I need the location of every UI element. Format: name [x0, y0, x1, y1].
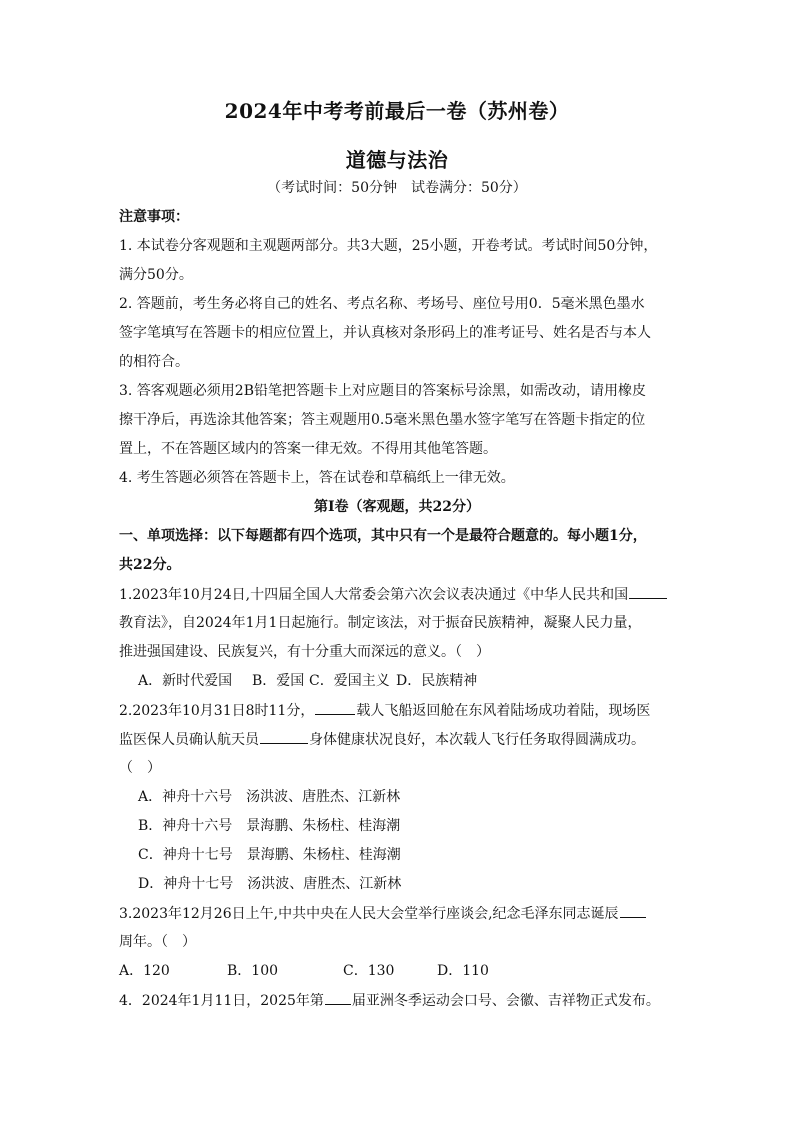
note-line: 4. 考生答题必须答在答题卡上，答在试卷和草稿纸上一律无效。 [119, 470, 515, 486]
option-d: D．神舟十七号 汤洪波、唐胜杰、江新林 [138, 876, 402, 892]
answer-blank [315, 700, 355, 715]
question-3-line [119, 903, 679, 924]
question-4-line [119, 990, 679, 1011]
option-b: B．100 [227, 963, 279, 979]
answer-blank [325, 990, 351, 1005]
option-b: B．神舟十六号 景海鹏、朱杨柱、桂海潮 [138, 818, 401, 834]
question-3-text: 周年。（ ） [119, 934, 196, 950]
option-d: D．民族精神 [396, 673, 478, 689]
question-2-line [119, 700, 679, 721]
note-line: 擦干净后，再选涂其他答案；答主观题用0.5毫米黑色墨水签字笔写在答题卡指定的位 [119, 412, 646, 428]
note-line: 签字笔填写在答题卡的相应位置上，并认真核对条形码上的准考证号、姓名是否与本人 [119, 325, 651, 341]
notes-heading: 注意事项： [119, 209, 189, 225]
question-4-text: 届亚洲冬季运动会口号、会徽、吉祥物正式发布。 [351, 993, 660, 1009]
option-c: C．爱国主义 [309, 673, 390, 689]
question-1-options [138, 671, 698, 691]
question-2-text: 载人飞船返回舱在东风着陆场成功着陆，现场医 [356, 703, 651, 719]
question-2-text: 监医保人员确认航天员 [119, 732, 259, 748]
exam-title: 2024年中考考前最后一卷（苏州卷） [224, 99, 570, 123]
exam-info: （考试时间：50分钟 试卷满分：50分） [267, 180, 527, 196]
answer-blank [620, 903, 646, 918]
section-title: 第I卷（客观题，共22分） [313, 499, 481, 515]
question-2-text: 2.2023年10月31日8时11分， [119, 703, 315, 719]
question-2-line [119, 729, 679, 750]
question-2-text: （ ） [119, 760, 161, 776]
question-1-text: 1.2023年10月24日,十四届全国人大常委会第六次会议表决通过《中华人民共和国 [119, 587, 629, 603]
answer-blank [629, 584, 667, 599]
section-instruction: 共22分。 [119, 557, 181, 573]
question-3-options [119, 961, 679, 981]
note-line: 2. 答题前，考生务必将自己的姓名、考点名称、考场号、座位号用0．5毫米黑色墨水 [119, 296, 645, 312]
option-a: A．120 [119, 963, 170, 979]
question-4-text: 4．2024年1月11日，2025年第 [119, 993, 324, 1009]
option-a: A．神舟十六号 汤洪波、唐胜杰、江新林 [138, 789, 401, 805]
option-a: A．新时代爱国 [138, 673, 233, 689]
note-line: 满分50分。 [119, 267, 193, 283]
note-line: 3. 答客观题必须用2B铅笔把答题卡上对应题目的答案标号涂黑，如需改动，请用橡皮 [119, 383, 647, 399]
option-d: D．110 [437, 963, 489, 979]
note-line: 的相符合。 [119, 354, 189, 370]
answer-blank [260, 729, 308, 744]
note-line: 置上，不在答题区域内的答案一律无效。不得用其他笔答题。 [119, 441, 497, 457]
question-1-text: 教育法》，自2024年1月1日起施行。制定该法，对于振奋民族精神，凝聚人民力量， [119, 615, 642, 631]
question-1-line [119, 584, 679, 605]
subject-title: 道德与法治 [345, 148, 449, 172]
note-line: 1. 本试卷分客观题和主观题两部分。共3大题，25小题，开卷考试。考试时间50分钟， [119, 238, 658, 254]
question-2-text: 身体健康状况良好，本次载人飞行任务取得圆满成功。 [309, 732, 645, 748]
section-instruction: 一、单项选择：以下每题都有四个选项，其中只有一个是最符合题意的。每小题1分， [119, 528, 647, 544]
option-c: C．130 [343, 963, 395, 979]
option-c: C．神舟十七号 景海鹏、朱杨柱、桂海潮 [138, 847, 401, 863]
question-3-text: 3.2023年12月26日上午,中共中央在人民大会堂举行座谈会,纪念毛泽东同志诞辰 [119, 906, 619, 922]
option-b: B．爱国 [252, 673, 305, 689]
question-1-text: 推进强国建设、民族复兴，有十分重大而深远的意义。（ ） [119, 644, 490, 660]
